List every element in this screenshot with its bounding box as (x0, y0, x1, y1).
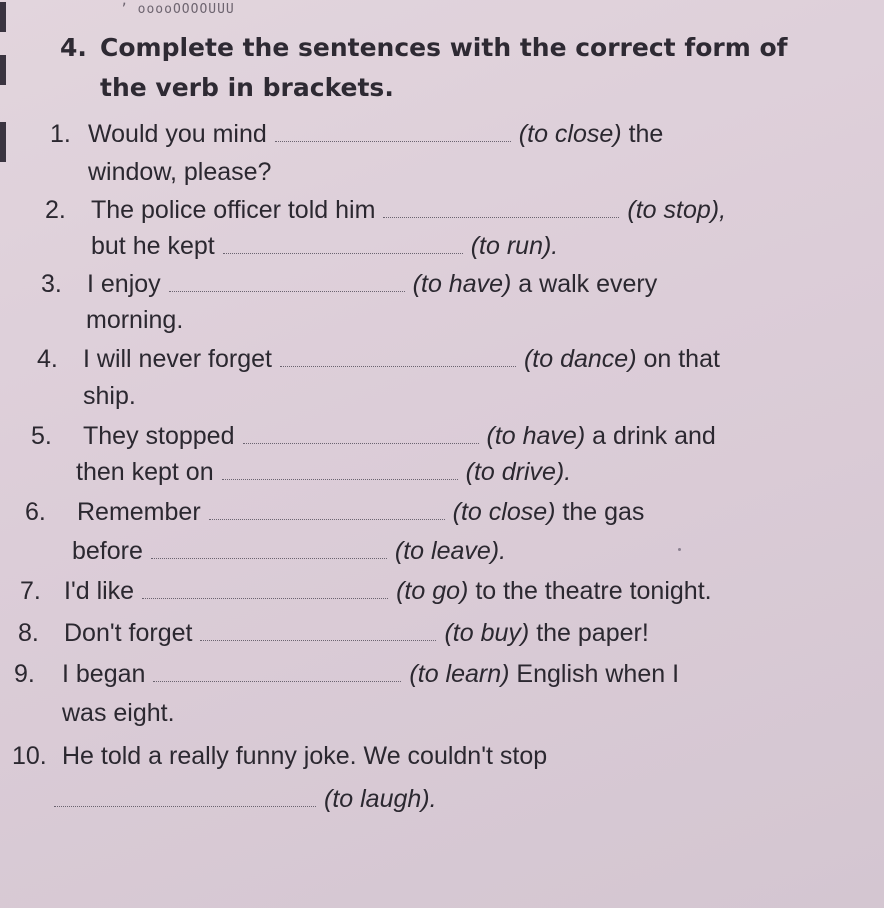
sentence-line (54, 784, 437, 814)
sentence-text: English when I (516, 660, 680, 688)
sentence-text: Don't forget (64, 619, 193, 647)
item-number: 3. (41, 270, 62, 298)
sentence-text: a drink and (592, 422, 716, 450)
item-number: 10. (12, 742, 47, 770)
sentence-line (86, 305, 183, 335)
sentence-line (41, 269, 657, 299)
verb-hint: (to have) (412, 270, 512, 298)
answer-blank[interactable] (209, 499, 445, 520)
answer-blank[interactable] (275, 121, 511, 142)
sentence-text: on that (643, 345, 720, 373)
binding-mark (0, 122, 6, 162)
answer-blank[interactable] (200, 620, 436, 641)
answer-blank[interactable] (142, 578, 388, 599)
verb-hint: (to have) (486, 422, 586, 450)
sentence-text: ship. (83, 382, 136, 410)
item-number: 4. (37, 345, 58, 373)
verb-hint: (to run). (470, 232, 559, 260)
verb-hint: (to learn) (409, 660, 510, 688)
sentence-text: before (72, 537, 143, 565)
sentence-text: morning. (86, 306, 184, 334)
sentence-text: was eight. (62, 699, 175, 727)
answer-blank[interactable] (54, 786, 316, 807)
sentence-text: to the theatre tonight. (475, 577, 712, 605)
sentence-text: the paper! (536, 619, 649, 647)
sentence-text: a walk every (518, 270, 658, 298)
sentence-line (62, 698, 175, 728)
sentence-text: The police officer told him (91, 196, 376, 224)
sentence-line (83, 381, 136, 411)
item-number: 9. (14, 660, 35, 688)
binding-mark (0, 55, 6, 85)
verb-hint: (to laugh). (324, 785, 437, 813)
answer-blank[interactable] (223, 233, 463, 254)
answer-blank[interactable] (153, 661, 401, 682)
paper-speck (678, 548, 681, 551)
sentence-text: but he kept (91, 232, 215, 260)
sentence-line (25, 497, 644, 527)
sentence-text: Would you mind (88, 120, 267, 148)
sentence-text: I will never forget (83, 345, 272, 373)
answer-blank[interactable] (243, 423, 479, 444)
verb-hint: (to go) (396, 577, 469, 605)
sentence-line (45, 195, 726, 225)
sentence-line (88, 157, 271, 187)
answer-blank[interactable] (222, 459, 458, 480)
sentence-line (37, 344, 720, 374)
sentence-text: I began (62, 660, 146, 688)
item-number: 1. (50, 120, 71, 148)
sentence-line (31, 421, 716, 451)
sentence-line (14, 659, 679, 689)
exercise-instruction-line2: the verb in brackets. (100, 73, 394, 102)
verb-hint: (to dance) (523, 345, 637, 373)
sentence-line (50, 119, 663, 149)
verb-hint: (to close) (518, 120, 622, 148)
item-number: 5. (31, 422, 52, 450)
answer-blank[interactable] (383, 197, 619, 218)
answer-blank[interactable] (169, 271, 405, 292)
sentence-text: I enjoy (87, 270, 161, 298)
sentence-text: the gas (562, 498, 645, 526)
answer-blank[interactable] (280, 346, 516, 367)
sentence-text: They stopped (83, 422, 235, 450)
verb-hint: (to drive). (465, 458, 572, 486)
sentence-text: Remember (77, 498, 201, 526)
header-scribble: ʼ ooooOOOOUUU (120, 2, 235, 17)
binding-mark (0, 2, 6, 32)
sentence-line (18, 618, 649, 648)
sentence-line (76, 457, 571, 487)
item-number: 7. (20, 577, 41, 605)
sentence-text: the (628, 120, 664, 148)
sentence-line (91, 231, 558, 261)
sentence-line (72, 536, 506, 566)
sentence-text: window, please? (88, 158, 272, 186)
verb-hint: (to close) (452, 498, 556, 526)
item-number: 2. (45, 196, 66, 224)
answer-blank[interactable] (151, 538, 387, 559)
item-number: 8. (18, 619, 39, 647)
exercise-heading (60, 28, 788, 108)
sentence-text: I'd like (64, 577, 135, 605)
verb-hint: (to buy) (444, 619, 530, 647)
verb-hint: (to leave). (394, 537, 507, 565)
sentence-line (12, 741, 547, 771)
exercise-number: 4. (60, 33, 87, 62)
sentence-text: then kept on (76, 458, 214, 486)
sentence-text: He told a really funny joke. We couldn't stop (62, 742, 548, 770)
verb-hint: (to stop), (627, 196, 727, 224)
sentence-line (20, 576, 712, 606)
exercise-instruction-line1: Complete the sentences with the correct form of (100, 33, 788, 62)
item-number: 6. (25, 498, 46, 526)
